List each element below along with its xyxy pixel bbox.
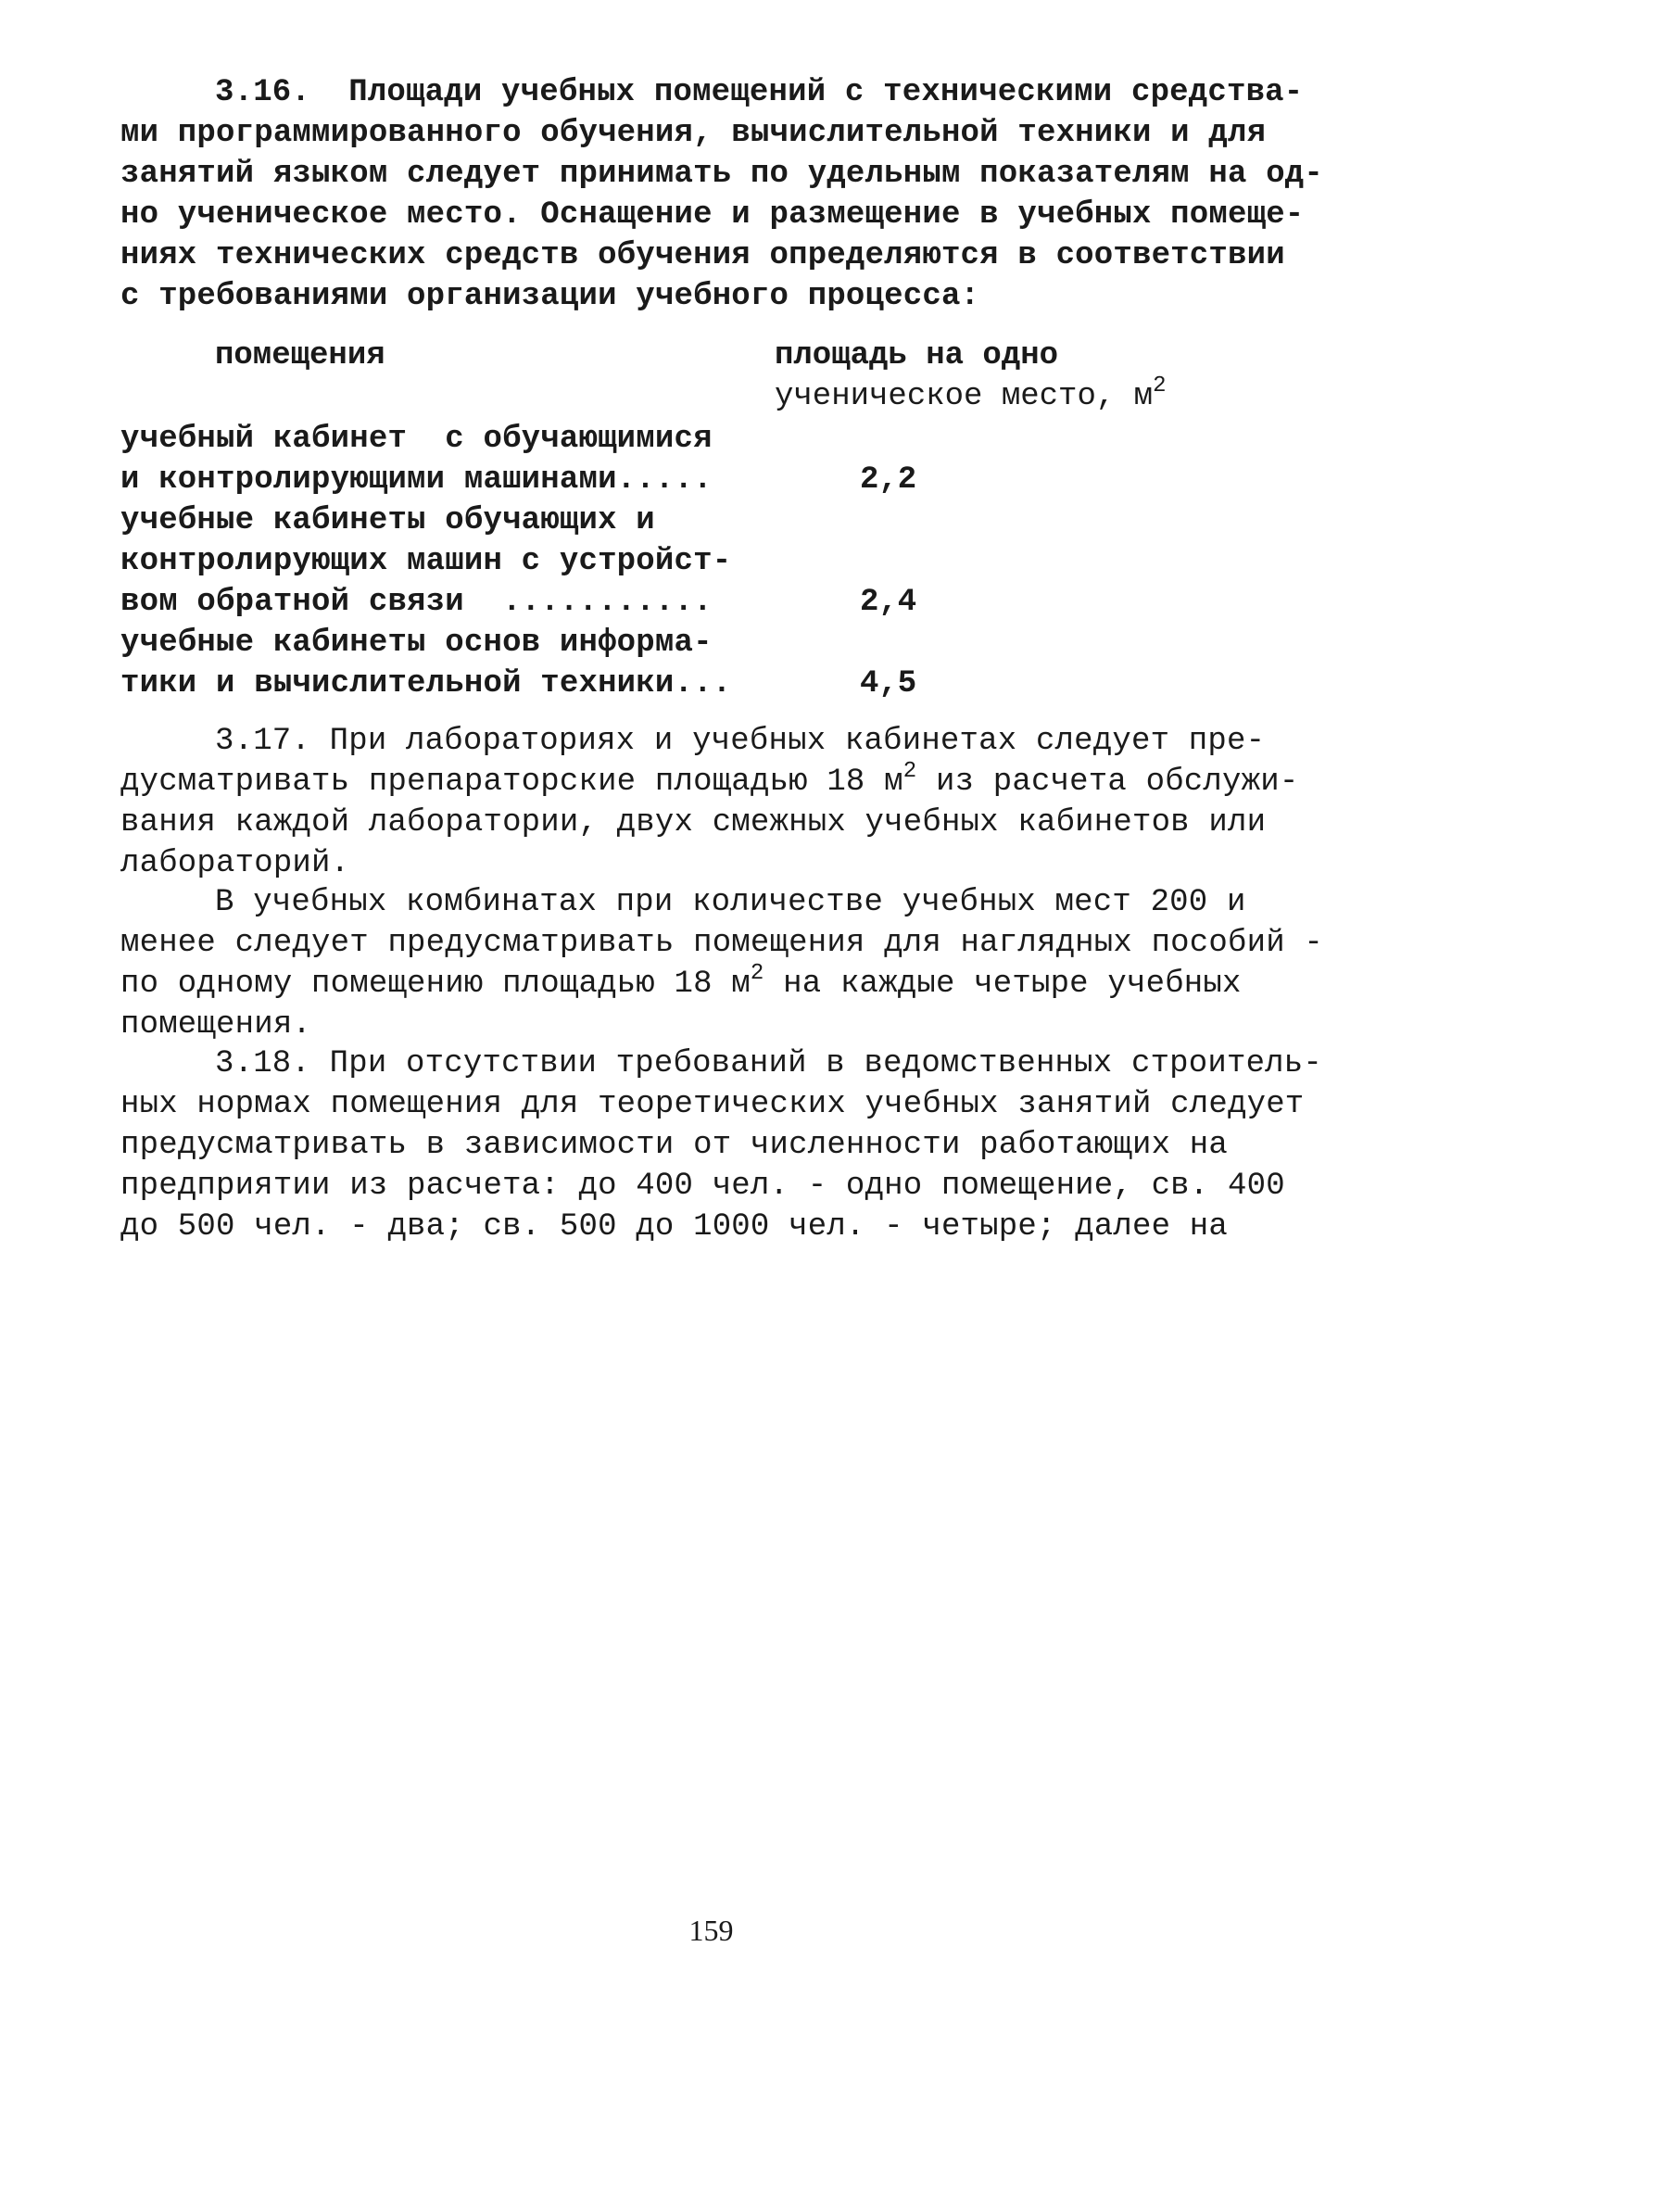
sec316-line-2: ми программированного обучения, вычислительной техники и для (120, 116, 1267, 151)
sec316-line-1: 3.16. Площади учебных помещений с техническими средства- (215, 75, 1304, 110)
table-row-3-value: 4,5 (860, 666, 917, 702)
sec316-line-3: занятий языком следует принимать по удельным показателям на од- (120, 157, 1324, 192)
table-row-3-line-2: тики и вычислительной техники... (120, 666, 732, 702)
sec318-line-1: 3.18. При отсутствии требований в ведомственных строитель- (215, 1046, 1322, 1081)
sec317-line-3: вания каждой лаборатории, двух смежных учебных кабинетов или (120, 805, 1267, 841)
sec317-line-1: 3.17. При лабораториях и учебных кабинетах следует пре- (215, 724, 1266, 759)
table-row-2-line-1: учебные кабинеты обучающих и (120, 503, 655, 538)
sec318-line-5: до 500 чел. - два; св. 500 до 1000 чел. - четыре; далее на (120, 1209, 1228, 1245)
table-row-1-line-2: и контролирующими машинами..... (120, 462, 713, 498)
sec317-line-2: дусматривать препараторские площадью 18 $м^2$ из расчета обслужи- (120, 759, 1299, 800)
table-row-3-line-1: учебные кабинеты основ информа- (120, 626, 713, 661)
table-row-2-line-3: вом обратной связи ........... (120, 585, 713, 620)
para-b-line-2: менее следует предусматривать помещения для наглядных пособий - (120, 926, 1324, 961)
table-col2-header-line1: площадь на одно (775, 338, 1059, 373)
sec318-line-4: предприятии из расчета: до 400 чел. - одно помещение, св. 400 (120, 1169, 1285, 1204)
sec316-line-4: но ученическое место. Оснащение и размещение в учебных помеще- (120, 197, 1305, 233)
para-b-line-1: В учебных комбинатах при количестве учебных мест 200 и (215, 885, 1246, 920)
table-col1-header: помещения (215, 338, 385, 373)
sec318-line-3: предусматривать в зависимости от численности работающих на (120, 1128, 1228, 1163)
table-col2-header-line2: ученическое место, $м^2$ (775, 373, 1167, 414)
table-row-1-value: 2,2 (860, 462, 917, 498)
para-b-line-4: помещения. (120, 1007, 312, 1043)
sec318-line-2: ных нормах помещения для теоретических учебных занятий следует (120, 1087, 1305, 1122)
para-b-line-3: по одному помещению площадью 18 $м^2$ на каждые четыре учебных (120, 961, 1242, 1002)
sec316-line-5: ниях технических средств обучения определяются в соответствии (120, 238, 1285, 273)
table-row-2-line-2: контролирующих машин с устройст- (120, 544, 732, 579)
table-row-2-value: 2,4 (860, 585, 917, 620)
sec317-line-4: лабораторий. (120, 846, 350, 881)
sec316-line-6: с требованиями организации учебного процесса: (120, 279, 980, 314)
table-row-1-line-1: учебный кабинет с обучающимися (120, 422, 713, 457)
page-number: 159 (688, 1914, 734, 1947)
